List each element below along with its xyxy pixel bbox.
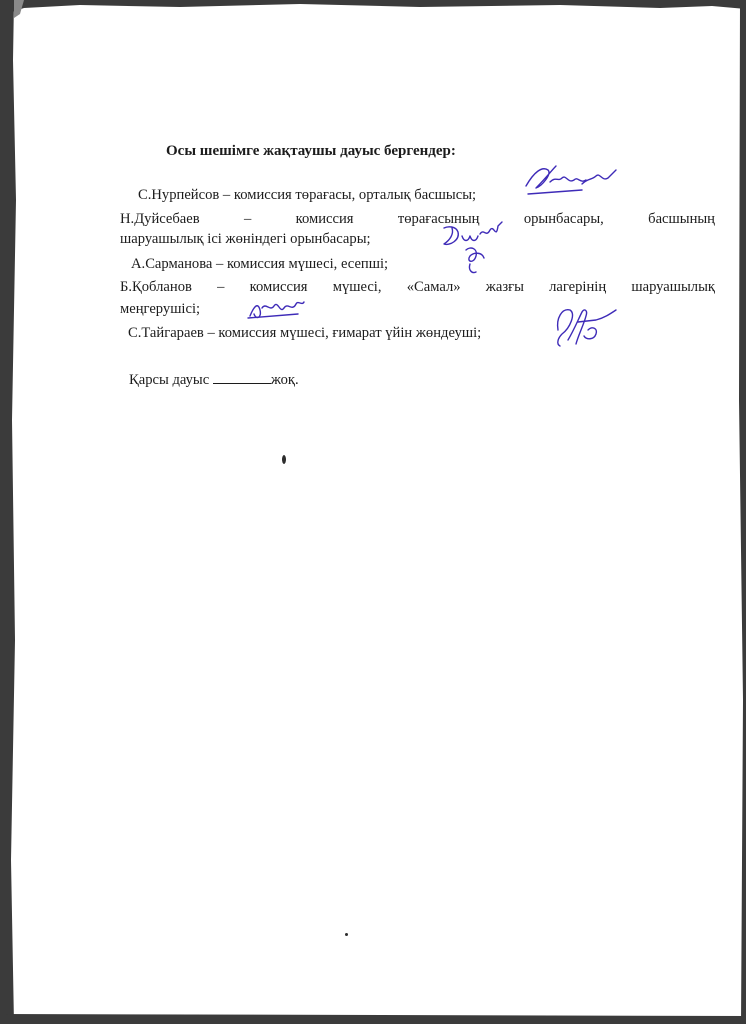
page-title: Осы шешімге жақтаушы дауыс бергендер: xyxy=(166,143,456,159)
scan-speck xyxy=(345,933,348,936)
signature-taigaraev xyxy=(548,300,620,352)
blank-underline xyxy=(213,371,271,384)
member-line-nurpeisov: С.Нурпейсов – комиссия төрағасы, орталық басшысы; xyxy=(138,187,477,203)
scan-speck xyxy=(282,455,286,464)
member-line-koblanov: Б.Қобланов – комиссия мүшесі, «Самал» жазғы лагерінің шаруашылық xyxy=(120,279,715,295)
signature-nurpeisov xyxy=(522,160,618,200)
against-votes-line xyxy=(129,370,299,390)
signature-duisebaev xyxy=(436,220,516,278)
signature-koblanov xyxy=(246,296,308,322)
member-line-taigaraev: С.Тайгараев – комиссия мүшесі, ғимарат үйін жөндеуші; xyxy=(128,325,482,341)
member-line-duisebaev-cont: шаруашылық ісі жөніндегі орынбасары; xyxy=(120,231,371,247)
member-line-duisebaev: Н.Дуйсебаев – комиссия төрағасының орынбасары, басшының xyxy=(120,211,715,227)
member-line-sarmanova: А.Сарманова – комиссия мүшесі, есепші; xyxy=(131,256,389,272)
against-value: жоқ. xyxy=(270,372,299,388)
member-line-koblanov-cont: меңгерушісі; xyxy=(120,301,201,317)
against-label: Қарсы дауыс xyxy=(129,372,210,388)
